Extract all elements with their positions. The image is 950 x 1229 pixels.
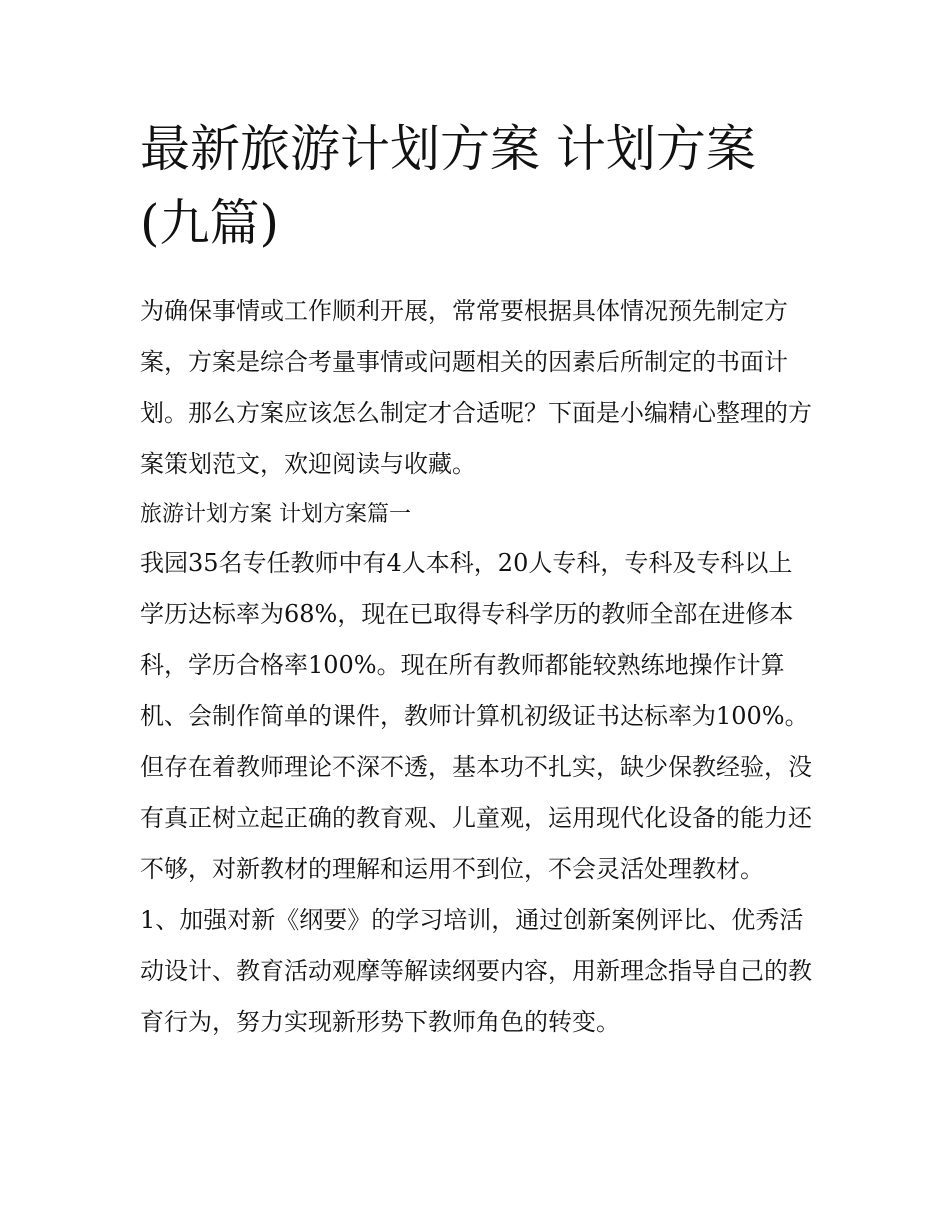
intro-paragraph: 为确保事情或工作顺利开展，常常要根据具体情况预先制定方案，方案是综合考量事情或问题相关的因素后所制定的书面计划。那么方案应该怎么制定才合适呢？下面是小编精心整理的方案策划范文，欢迎阅读与收藏。 (140, 297, 812, 478)
body-paragraph-2: 1、加强对新《纲要》的学习培训，通过创新案例评比、优秀活动设计、教育活动观摩等解读纲要内容，用新理念指导自己的教育行为，努力实现新形势下教师角色的转变。 (140, 906, 812, 1036)
section-heading: 旅游计划方案 计划方案篇一 (140, 502, 411, 527)
document-body (140, 112, 812, 1048)
document-title: 最新旅游计划方案 计划方案(九篇) (140, 120, 756, 252)
body-paragraph-1: 我园35名专任教师中有4人本科，20人专科，专科及专科以上学历达标率为68%，现在已取得专科学历的教师全部在进修本科，学历合格率100%。现在所有教师都能较熟练地操作计算机、会制作简单的课件，教师计算机初级证书达标率为100%。但存在着教师理论不深不透，基本功不扎实，缺少保教经验，没有真正树立起正确的教育观、儿童观，运用现代化设备的能力还不够，对新教材的理解和运用不到位，不会灵活处理教材。 (140, 549, 812, 883)
